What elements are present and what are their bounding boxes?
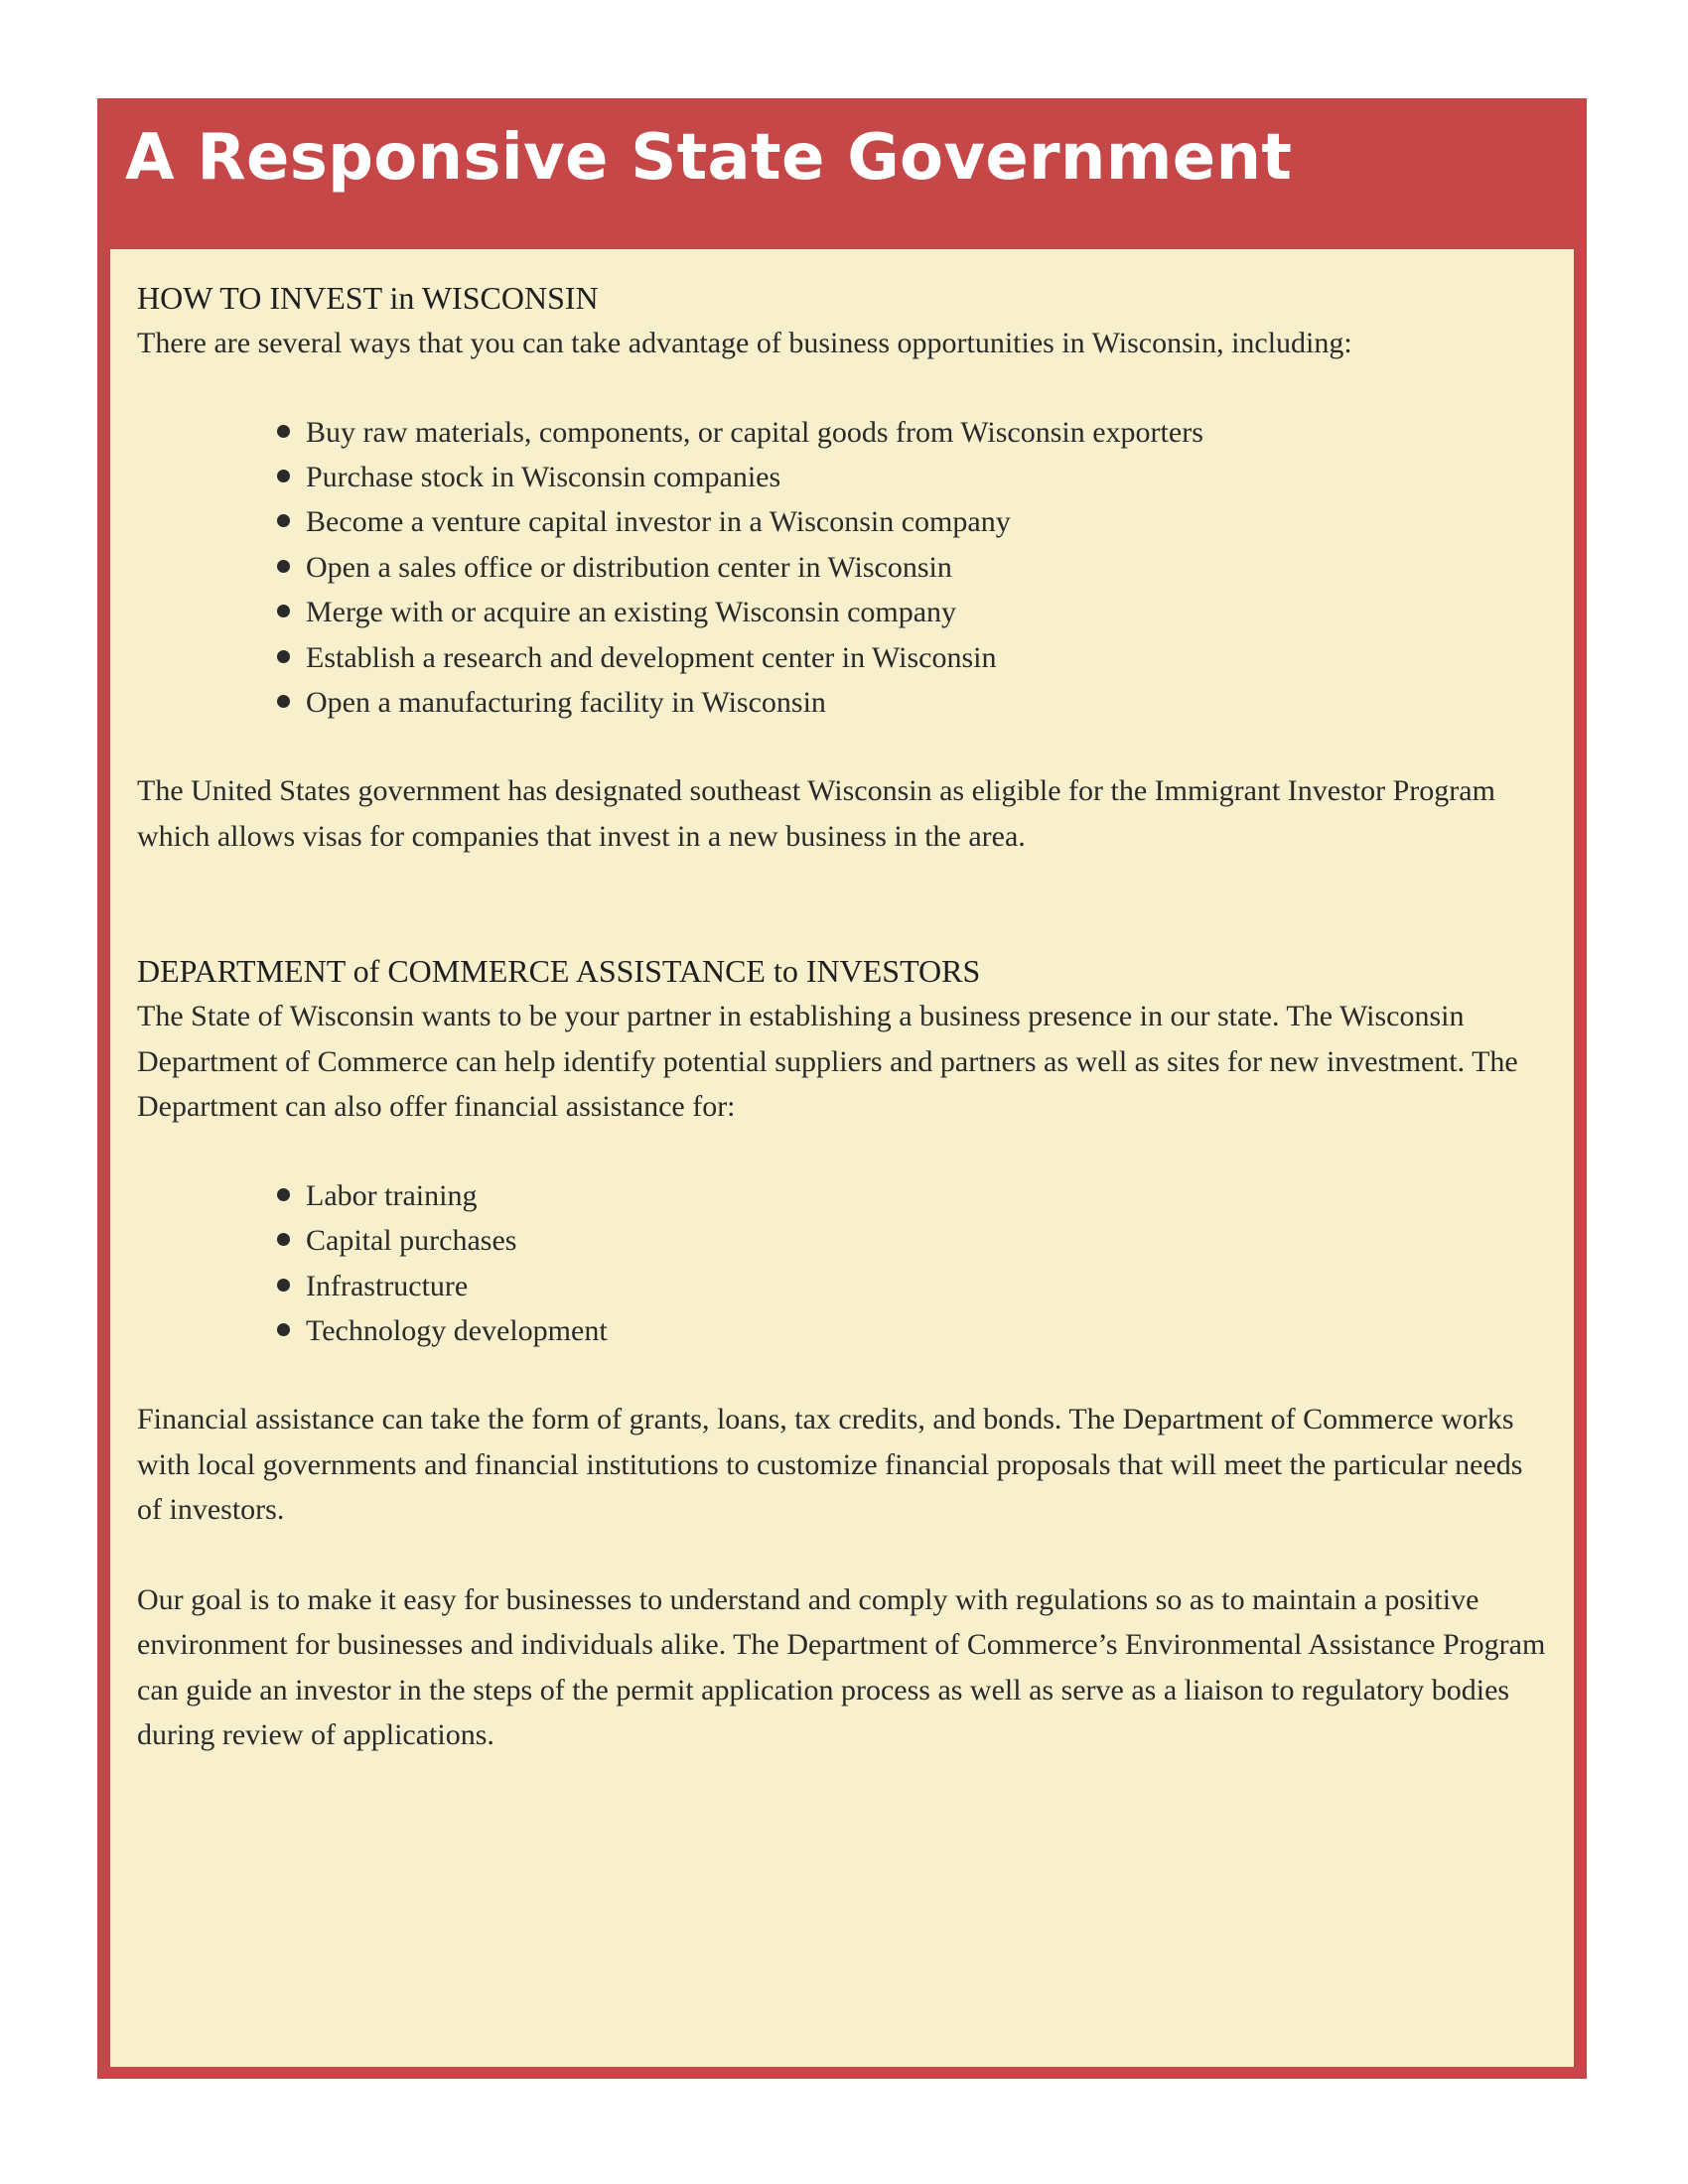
bullet-icon	[277, 605, 290, 617]
list-item: Capital purchases	[277, 1218, 1547, 1263]
list-item: Become a venture capital investor in a Wisconsin company	[277, 499, 1547, 544]
page-title: A Responsive State Government	[125, 121, 1293, 195]
bullet-icon	[277, 650, 290, 663]
bullet-icon	[277, 1188, 290, 1201]
investment-options-list	[137, 410, 1547, 726]
bullet-icon	[277, 695, 290, 708]
content-body	[137, 275, 1547, 1758]
list-item: Merge with or acquire an existing Wisconsin company	[277, 590, 1547, 634]
list-item: Open a sales office or distribution center in Wisconsin	[277, 545, 1547, 590]
section2-intro: The State of Wisconsin wants to be your partner in establishing a business presence in our state. The Wisconsin Department of Commerce can help identify potential suppliers and partners as well as sites for new investment. The Department can also offer financial assistance for:	[137, 1000, 1518, 1124]
list-item: Buy raw materials, components, or capital goods from Wisconsin exporters	[277, 410, 1547, 455]
spacer	[137, 1533, 1547, 1577]
bullet-icon	[277, 1279, 290, 1292]
bullet-icon	[277, 1323, 290, 1336]
list-item: Technology development	[277, 1308, 1547, 1353]
bullet-icon	[277, 470, 290, 482]
bullet-icon	[277, 514, 290, 527]
list-item: Labor training	[277, 1173, 1547, 1218]
section2-financial-forms: Financial assistance can take the form of grants, loans, tax credits, and bonds. The Department of Commerce works with local governments and financial institutions to customize financial proposals that will meet the particular needs of investors.	[137, 1403, 1523, 1527]
title-banner	[97, 98, 1587, 247]
list-item: Open a manufacturing facility in Wisconsin	[277, 680, 1547, 725]
section1-intro: There are several ways that you can take advantage of business opportunities in Wisconsin, including:	[137, 327, 1352, 359]
page-frame	[97, 98, 1587, 2079]
list-item: Infrastructure	[277, 1264, 1547, 1308]
bullet-icon	[277, 560, 290, 573]
bullet-icon	[277, 425, 290, 438]
content-panel	[110, 249, 1574, 2067]
section-heading-commerce-assistance: DEPARTMENT of COMMERCE ASSISTANCE to INVESTORS	[137, 953, 981, 990]
bullet-icon	[277, 1233, 290, 1246]
spacer	[137, 859, 1547, 948]
section1-closing: The United States government has designated southeast Wisconsin as eligible for the Immigrant Investor Program which allows visas for companies that invest in a new business in the area.	[137, 774, 1495, 853]
financial-assistance-list	[137, 1173, 1547, 1354]
list-item: Purchase stock in Wisconsin companies	[277, 455, 1547, 499]
list-item: Establish a research and development center in Wisconsin	[277, 635, 1547, 680]
section-heading-how-to-invest: HOW TO INVEST in WISCONSIN	[137, 280, 599, 316]
section2-regulations-goal: Our goal is to make it easy for businesses to understand and comply with regulations so as to maintain a positive environment for businesses and individuals alike. The Department of Commerce’s Environmental Assistance Program can guide an investor in the steps of the permit application process as well as serve as a liaison to regulatory bodies during review of applications.	[137, 1582, 1546, 1752]
